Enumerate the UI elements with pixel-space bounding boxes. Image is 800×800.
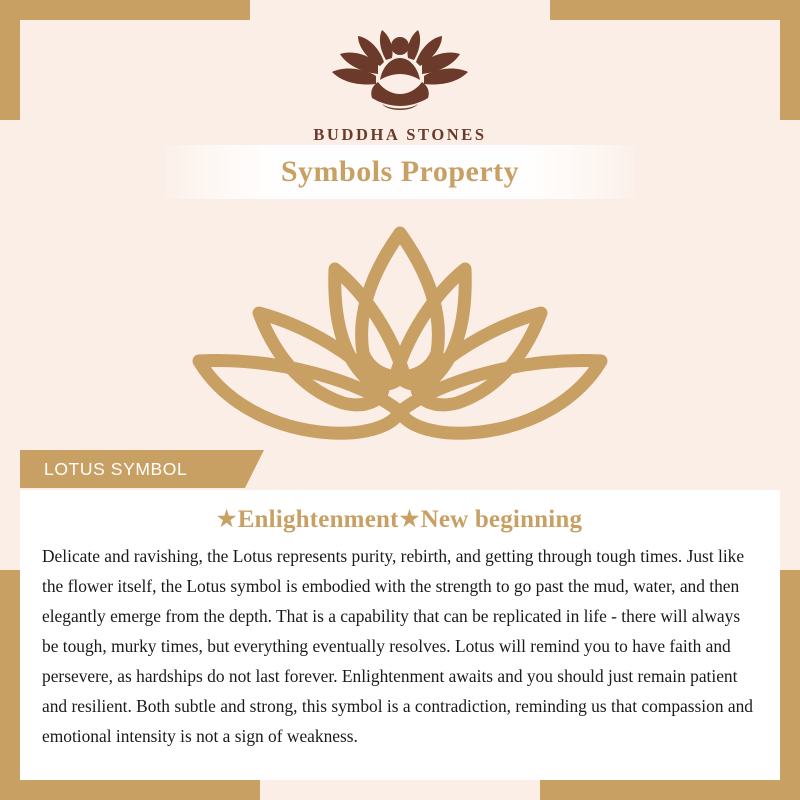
headline bbox=[32, 506, 768, 534]
description-text: Delicate and ravishing, the Lotus represents purity, rebirth, and getting through tough times. Just like the flower itself, the Lotus symbol is embodied with the strength to go past the mud, water, and then elegantly emerge from the depth. That is a capability that can be replicated in life - there will always be tough, murky times, but everything eventually resolves. Lotus will remind you to have faith and persevere, as hardships do not last forever. Enlightenment awaits and you should just remain patient and resilient. Both subtle and strong, this symbol is a contradiction, reminding us that compassion and emotional intensity is not a sign of weakness. bbox=[42, 546, 753, 746]
lotus-illustration bbox=[20, 215, 780, 470]
brand-logo bbox=[20, 28, 780, 145]
lotus-meditation-figure-icon bbox=[320, 28, 480, 123]
page-title: Symbols Property bbox=[280, 155, 520, 188]
lotus-flower-icon bbox=[185, 215, 615, 465]
star-icon-left: ★ bbox=[216, 506, 237, 531]
description-panel bbox=[20, 490, 780, 780]
poster-inner bbox=[20, 20, 780, 780]
symbol-label-ribbon bbox=[20, 450, 245, 488]
headline-word-new-beginning: New beginning bbox=[420, 506, 583, 533]
headline-word-enlightenment: Enlightenment bbox=[237, 506, 399, 533]
title-banner bbox=[165, 145, 635, 199]
symbol-label-text: LOTUS SYMBOL bbox=[44, 458, 188, 479]
star-icon-middle: ★ bbox=[399, 506, 420, 531]
brand-name: BUDDHA STONES bbox=[313, 125, 487, 144]
